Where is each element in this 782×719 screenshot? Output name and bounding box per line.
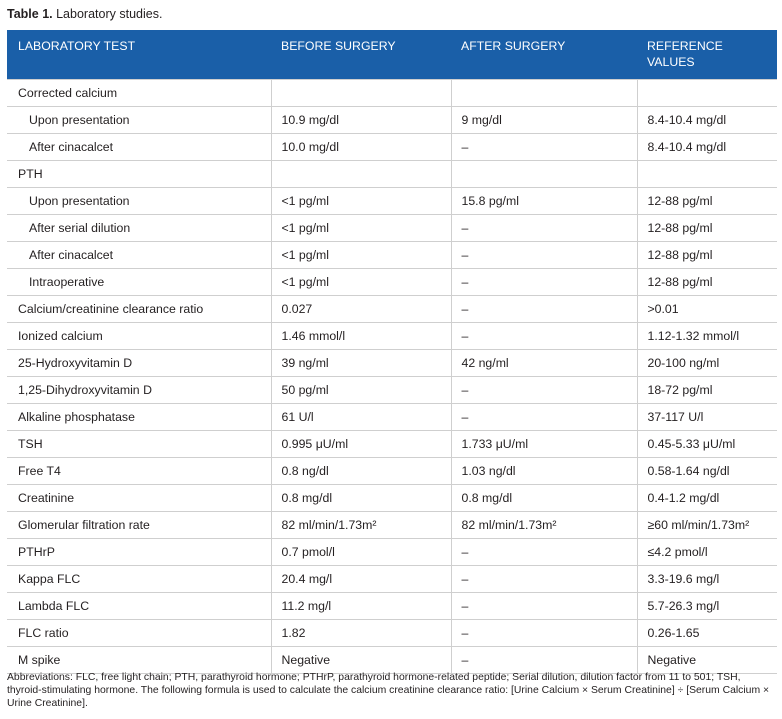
table-row <box>7 377 777 404</box>
table-row <box>7 485 777 512</box>
cell-reference: 0.4-1.2 mg/dl <box>637 485 777 512</box>
cell-reference: 12-88 pg/ml <box>637 188 777 215</box>
table-row <box>7 188 777 215</box>
table-row <box>7 647 777 674</box>
cell-test: Upon presentation <box>7 107 271 134</box>
cell-reference: ≥60 ml/min/1.73m² <box>637 512 777 539</box>
cell-after: – <box>451 134 637 161</box>
cell-reference: 8.4-10.4 mg/dl <box>637 134 777 161</box>
laboratory-studies-table <box>7 30 777 674</box>
cell-after: – <box>451 404 637 431</box>
cell-after: 15.8 pg/ml <box>451 188 637 215</box>
cell-before: <1 pg/ml <box>271 188 451 215</box>
cell-reference: 37-117 U/l <box>637 404 777 431</box>
cell-reference: 18-72 pg/ml <box>637 377 777 404</box>
cell-after: – <box>451 296 637 323</box>
cell-test: Calcium/creatinine clearance ratio <box>7 296 271 323</box>
cell-after: – <box>451 539 637 566</box>
cell-after: 1.733 μU/ml <box>451 431 637 458</box>
cell-after: – <box>451 377 637 404</box>
cell-after: 9 mg/dl <box>451 107 637 134</box>
cell-before: 1.82 <box>271 620 451 647</box>
cell-before: 11.2 mg/l <box>271 593 451 620</box>
cell-reference: 12-88 pg/ml <box>637 242 777 269</box>
cell-before <box>271 161 451 188</box>
cell-after: – <box>451 242 637 269</box>
table-title: Laboratory studies. <box>56 7 163 21</box>
cell-reference: 3.3-19.6 mg/l <box>637 566 777 593</box>
table-row <box>7 512 777 539</box>
cell-test: FLC ratio <box>7 620 271 647</box>
table-row <box>7 404 777 431</box>
cell-before <box>271 80 451 107</box>
cell-after: – <box>451 323 637 350</box>
cell-reference: ≤4.2 pmol/l <box>637 539 777 566</box>
cell-reference: 20-100 ng/ml <box>637 350 777 377</box>
cell-after: – <box>451 269 637 296</box>
cell-after: 42 ng/ml <box>451 350 637 377</box>
table-label: Table 1. <box>7 7 53 21</box>
table-header <box>7 30 777 80</box>
header-laboratory-test: LABORATORY TEST <box>18 39 136 53</box>
cell-reference: 12-88 pg/ml <box>637 269 777 296</box>
table-caption <box>7 6 162 22</box>
cell-reference <box>637 80 777 107</box>
cell-test: M spike <box>7 647 271 674</box>
table-row <box>7 539 777 566</box>
cell-after <box>451 161 637 188</box>
header-after-surgery: AFTER SURGERY <box>461 39 566 53</box>
cell-test: After serial dilution <box>7 215 271 242</box>
cell-after: – <box>451 566 637 593</box>
cell-before: 0.7 pmol/l <box>271 539 451 566</box>
table-row <box>7 323 777 350</box>
cell-reference: 8.4-10.4 mg/dl <box>637 107 777 134</box>
cell-after: – <box>451 620 637 647</box>
cell-before: 50 pg/ml <box>271 377 451 404</box>
cell-test: Intraoperative <box>7 269 271 296</box>
cell-test: 1,25-Dihydroxyvitamin D <box>7 377 271 404</box>
cell-before: 10.0 mg/dl <box>271 134 451 161</box>
cell-reference: 0.26-1.65 <box>637 620 777 647</box>
cell-test: After cinacalcet <box>7 242 271 269</box>
cell-test: Creatinine <box>7 485 271 512</box>
cell-test: Free T4 <box>7 458 271 485</box>
cell-before: 0.027 <box>271 296 451 323</box>
cell-test: PTHrP <box>7 539 271 566</box>
cell-test: Alkaline phosphatase <box>7 404 271 431</box>
cell-before: 0.8 mg/dl <box>271 485 451 512</box>
cell-reference <box>637 161 777 188</box>
cell-after <box>451 80 637 107</box>
cell-before: 0.8 ng/dl <box>271 458 451 485</box>
cell-reference: 0.45-5.33 μU/ml <box>637 431 777 458</box>
table-row <box>7 215 777 242</box>
header-row <box>7 30 777 80</box>
cell-after: – <box>451 215 637 242</box>
table-row <box>7 431 777 458</box>
cell-reference: 12-88 pg/ml <box>637 215 777 242</box>
cell-reference: 1.12-1.32 mmol/l <box>637 323 777 350</box>
table-row <box>7 269 777 296</box>
table-footnote: Abbreviations: FLC, free light chain; PTH, parathyroid hormone; PTHrP, parathyroid hormone-related peptide; Serial dilution, dilution factor from 11 to 501; TSH, thyroid-stimulating hormone. The following formula is used to calculate the calcium creatinine clearance ratio: [Urine Calcium × Serum Creatinine] ÷ [Serum Calcium × Urine Creatinine]. <box>7 672 770 709</box>
cell-after: – <box>451 593 637 620</box>
cell-before: 20.4 mg/l <box>271 566 451 593</box>
cell-reference: >0.01 <box>637 296 777 323</box>
cell-before: 10.9 mg/dl <box>271 107 451 134</box>
table-row <box>7 296 777 323</box>
cell-before: <1 pg/ml <box>271 242 451 269</box>
table-row <box>7 242 777 269</box>
cell-before: 0.995 μU/ml <box>271 431 451 458</box>
table-row <box>7 566 777 593</box>
cell-before: 82 ml/min/1.73m² <box>271 512 451 539</box>
cell-reference: Negative <box>637 647 777 674</box>
cell-before: <1 pg/ml <box>271 215 451 242</box>
table-row <box>7 134 777 161</box>
cell-before: Negative <box>271 647 451 674</box>
cell-after: 0.8 mg/dl <box>451 485 637 512</box>
cell-test: TSH <box>7 431 271 458</box>
cell-test: Glomerular filtration rate <box>7 512 271 539</box>
cell-test: PTH <box>7 161 271 188</box>
cell-before: 61 U/l <box>271 404 451 431</box>
table-row <box>7 80 777 107</box>
cell-before: 1.46 mmol/l <box>271 323 451 350</box>
table-row <box>7 350 777 377</box>
table-row <box>7 107 777 134</box>
cell-test: Upon presentation <box>7 188 271 215</box>
cell-test: Lambda FLC <box>7 593 271 620</box>
table-body <box>7 80 777 674</box>
cell-test: After cinacalcet <box>7 134 271 161</box>
table-row <box>7 593 777 620</box>
table-row <box>7 161 777 188</box>
cell-after: 82 ml/min/1.73m² <box>451 512 637 539</box>
cell-before: 39 ng/ml <box>271 350 451 377</box>
table-row <box>7 458 777 485</box>
cell-test: Kappa FLC <box>7 566 271 593</box>
cell-test: Ionized calcium <box>7 323 271 350</box>
header-reference-values: REFERENCE VALUES <box>647 39 723 69</box>
cell-after: – <box>451 647 637 674</box>
table-row <box>7 620 777 647</box>
cell-test: 25-Hydroxyvitamin D <box>7 350 271 377</box>
cell-reference: 0.58-1.64 ng/dl <box>637 458 777 485</box>
cell-reference: 5.7-26.3 mg/l <box>637 593 777 620</box>
cell-after: 1.03 ng/dl <box>451 458 637 485</box>
header-before-surgery: BEFORE SURGERY <box>281 39 396 53</box>
cell-before: <1 pg/ml <box>271 269 451 296</box>
cell-test: Corrected calcium <box>7 80 271 107</box>
